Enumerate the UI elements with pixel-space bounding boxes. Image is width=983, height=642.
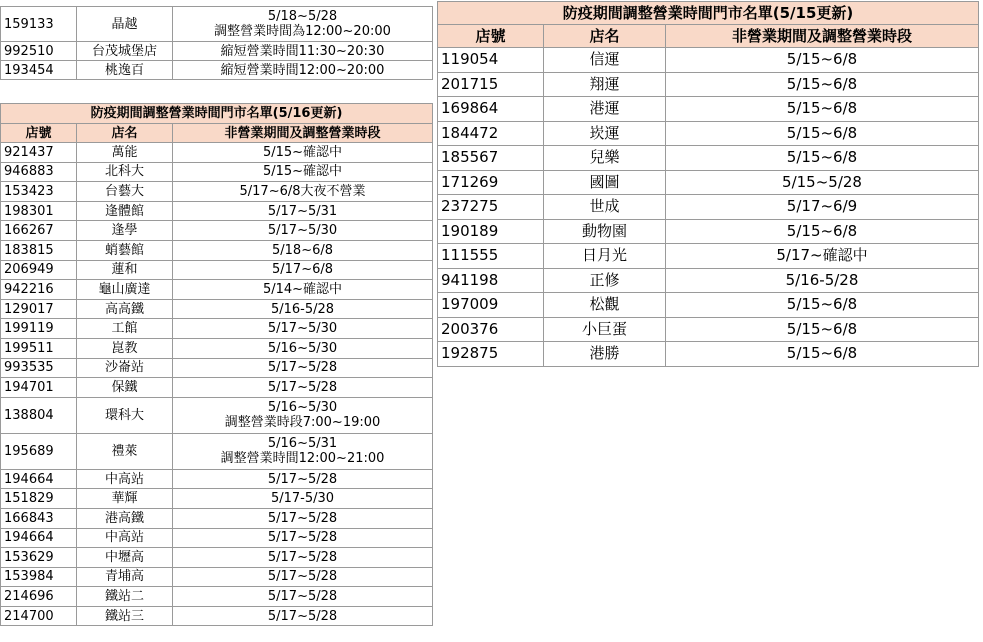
store-code: 992510 — [1, 42, 77, 61]
store-name: 龜山廣達 — [77, 280, 173, 300]
table-row — [1, 358, 433, 378]
table-row — [1, 548, 433, 568]
closure-period: 5/17~5/28 — [173, 358, 433, 378]
store-code: 194701 — [1, 378, 77, 398]
table-row — [1, 7, 433, 42]
store-name: 禮萊 — [77, 433, 173, 469]
store-code: 153984 — [1, 567, 77, 587]
table-row — [438, 317, 979, 342]
closure-period: 5/18~6/8 — [173, 240, 433, 260]
store-name: 蓮和 — [77, 260, 173, 280]
table-row — [1, 280, 433, 300]
store-code: 153423 — [1, 182, 77, 202]
store-name: 環科大 — [77, 397, 173, 433]
store-name: 台茂城堡店 — [77, 42, 173, 61]
store-name: 世成 — [544, 195, 666, 220]
store-code: 171269 — [438, 170, 544, 195]
table-row — [1, 143, 433, 163]
store-code: 111555 — [438, 244, 544, 269]
table-row — [1, 528, 433, 548]
store-name: 松觀 — [544, 293, 666, 318]
closure-period: 5/17-5/30 — [173, 489, 433, 509]
store-name: 動物園 — [544, 219, 666, 244]
table-row — [1, 567, 433, 587]
table-row — [1, 162, 433, 182]
closure-period: 5/15~6/8 — [666, 293, 979, 318]
column-header-code: 店號 — [1, 124, 77, 143]
closure-period: 5/17~6/9 — [666, 195, 979, 220]
column-header-name: 店名 — [544, 25, 666, 48]
store-code: 946883 — [1, 162, 77, 182]
store-name: 鐵站三 — [77, 606, 173, 626]
closure-period: 5/17~5/28 — [173, 469, 433, 489]
store-code: 201715 — [438, 72, 544, 97]
store-code: 184472 — [438, 121, 544, 146]
table-row — [438, 121, 979, 146]
store-name: 崁運 — [544, 121, 666, 146]
store-table-0515 — [437, 1, 979, 367]
closure-period: 5/17~5/28 — [173, 587, 433, 607]
store-name: 華輝 — [77, 489, 173, 509]
table-row — [1, 319, 433, 339]
store-code: 199119 — [1, 319, 77, 339]
store-code: 199511 — [1, 338, 77, 358]
closure-period: 5/17~5/28 — [173, 548, 433, 568]
store-code: 166267 — [1, 221, 77, 241]
store-code: 214700 — [1, 606, 77, 626]
table-row — [1, 433, 433, 469]
table-row — [438, 268, 979, 293]
store-code: 192875 — [438, 342, 544, 367]
store-name: 中壢高 — [77, 548, 173, 568]
period-note: 調整營業時間為12:00~20:00 — [214, 24, 391, 39]
table-row — [438, 293, 979, 318]
store-code: 190189 — [438, 219, 544, 244]
store-name: 保鐵 — [77, 378, 173, 398]
store-code: 166843 — [1, 508, 77, 528]
store-code: 138804 — [1, 397, 77, 433]
closure-period: 5/17~5/28 — [173, 567, 433, 587]
closure-period: 5/15~5/28 — [666, 170, 979, 195]
closure-period: 5/15~6/8 — [666, 219, 979, 244]
store-code: 151829 — [1, 489, 77, 509]
table-row — [1, 42, 433, 61]
closure-period: 5/16-5/28 — [666, 268, 979, 293]
table-row — [438, 146, 979, 171]
store-code: 183815 — [1, 240, 77, 260]
table-row — [1, 378, 433, 398]
store-name: 逢學 — [77, 221, 173, 241]
store-name: 逢體館 — [77, 201, 173, 221]
closure-period: 5/15~6/8 — [666, 146, 979, 171]
store-name: 北科大 — [77, 162, 173, 182]
store-name: 港高鐵 — [77, 508, 173, 528]
closure-period: 縮短營業時間12:00~20:00 — [173, 61, 433, 80]
store-name: 兒樂 — [544, 146, 666, 171]
store-code: 921437 — [1, 143, 77, 163]
table-row — [1, 221, 433, 241]
closure-period: 5/15~6/8 — [666, 317, 979, 342]
closure-period: 5/15~6/8 — [666, 72, 979, 97]
store-code: 941198 — [438, 268, 544, 293]
store-code: 198301 — [1, 201, 77, 221]
closure-period: 5/17~6/8大夜不營業 — [173, 182, 433, 202]
table-row — [438, 244, 979, 269]
closure-period: 5/15~6/8 — [666, 48, 979, 73]
store-name: 高高鐵 — [77, 299, 173, 319]
store-name: 中高站 — [77, 469, 173, 489]
store-table-0516 — [0, 103, 433, 626]
table-row — [1, 201, 433, 221]
store-code: 214696 — [1, 587, 77, 607]
store-name: 青埔高 — [77, 567, 173, 587]
store-name: 中高站 — [77, 528, 173, 548]
closure-period: 5/17~5/28 — [173, 528, 433, 548]
closure-period: 縮短營業時間11:30~20:30 — [173, 42, 433, 61]
table-row — [1, 299, 433, 319]
store-name: 港勝 — [544, 342, 666, 367]
column-header-period: 非營業期間及調整營業時段 — [666, 25, 979, 48]
table-row — [438, 170, 979, 195]
table-row — [1, 240, 433, 260]
column-header-period: 非營業期間及調整營業時段 — [173, 124, 433, 143]
store-name: 桃逸百 — [77, 61, 173, 80]
table-row — [1, 469, 433, 489]
store-name: 工館 — [77, 319, 173, 339]
closure-period: 5/15~6/8 — [666, 97, 979, 122]
store-name: 日月光 — [544, 244, 666, 269]
column-header-name: 店名 — [77, 124, 173, 143]
closure-period: 5/17~5/28 — [173, 508, 433, 528]
store-code: 200376 — [438, 317, 544, 342]
store-name: 信運 — [544, 48, 666, 73]
store-code: 993535 — [1, 358, 77, 378]
store-code: 197009 — [438, 293, 544, 318]
table-row — [1, 587, 433, 607]
store-name: 晶越 — [77, 7, 173, 42]
period-note: 調整營業時段7:00~19:00 — [224, 415, 381, 431]
table-row — [438, 195, 979, 220]
store-code: 195689 — [1, 433, 77, 469]
table-row — [1, 260, 433, 280]
closure-period: 5/17~5/28 — [173, 378, 433, 398]
store-name: 鐵站二 — [77, 587, 173, 607]
table-row — [438, 72, 979, 97]
closure-period: 5/17~5/31 — [173, 201, 433, 221]
closure-period: 5/17~5/30 — [173, 221, 433, 241]
store-code: 129017 — [1, 299, 77, 319]
table-row — [438, 342, 979, 367]
period-note: 調整營業時間12:00~21:00 — [220, 451, 385, 467]
closure-period: 5/15~確認中 — [173, 162, 433, 182]
closure-period: 5/16~5/30 調整營業時段7:00~19:00 — [173, 397, 433, 433]
closure-period: 5/15~確認中 — [173, 143, 433, 163]
store-code: 193454 — [1, 61, 77, 80]
store-name: 沙崙站 — [77, 358, 173, 378]
closure-period: 5/18~5/28 調整營業時間為12:00~20:00 — [173, 7, 433, 42]
table-title: 防疫期間調整營業時間門市名單(5/15更新) — [438, 2, 979, 25]
store-name: 正修 — [544, 268, 666, 293]
table-row — [1, 508, 433, 528]
store-code: 159133 — [1, 7, 77, 42]
store-code: 194664 — [1, 528, 77, 548]
store-code: 169864 — [438, 97, 544, 122]
closure-period: 5/14~確認中 — [173, 280, 433, 300]
closure-period: 5/17~5/30 — [173, 319, 433, 339]
closure-period: 5/17~5/28 — [173, 606, 433, 626]
store-name: 國圖 — [544, 170, 666, 195]
column-header-code: 店號 — [438, 25, 544, 48]
closure-period: 5/16~5/30 — [173, 338, 433, 358]
store-code: 942216 — [1, 280, 77, 300]
table-title: 防疫期間調整營業時間門市名單(5/16更新) — [1, 104, 433, 124]
table-row — [438, 97, 979, 122]
table-row — [438, 48, 979, 73]
table-row — [1, 397, 433, 433]
table-row — [1, 61, 433, 80]
table-row — [438, 219, 979, 244]
closure-period: 5/15~6/8 — [666, 342, 979, 367]
store-code: 237275 — [438, 195, 544, 220]
store-code: 185567 — [438, 146, 544, 171]
store-code: 153629 — [1, 548, 77, 568]
store-name: 崑教 — [77, 338, 173, 358]
closure-period: 5/17~6/8 — [173, 260, 433, 280]
top-store-table — [0, 6, 433, 80]
store-name: 台藝大 — [77, 182, 173, 202]
closure-period: 5/15~6/8 — [666, 121, 979, 146]
closure-period: 5/17~確認中 — [666, 244, 979, 269]
closure-period: 5/16~5/31 調整營業時間12:00~21:00 — [173, 433, 433, 469]
table-row — [1, 606, 433, 626]
store-code: 206949 — [1, 260, 77, 280]
closure-period: 5/16-5/28 — [173, 299, 433, 319]
store-name: 小巨蛋 — [544, 317, 666, 342]
table-row — [1, 338, 433, 358]
store-code: 119054 — [438, 48, 544, 73]
table-row — [1, 182, 433, 202]
store-code: 194664 — [1, 469, 77, 489]
store-name: 翔運 — [544, 72, 666, 97]
store-name: 萬能 — [77, 143, 173, 163]
table-row — [1, 489, 433, 509]
store-name: 港運 — [544, 97, 666, 122]
store-name: 蛸藝館 — [77, 240, 173, 260]
